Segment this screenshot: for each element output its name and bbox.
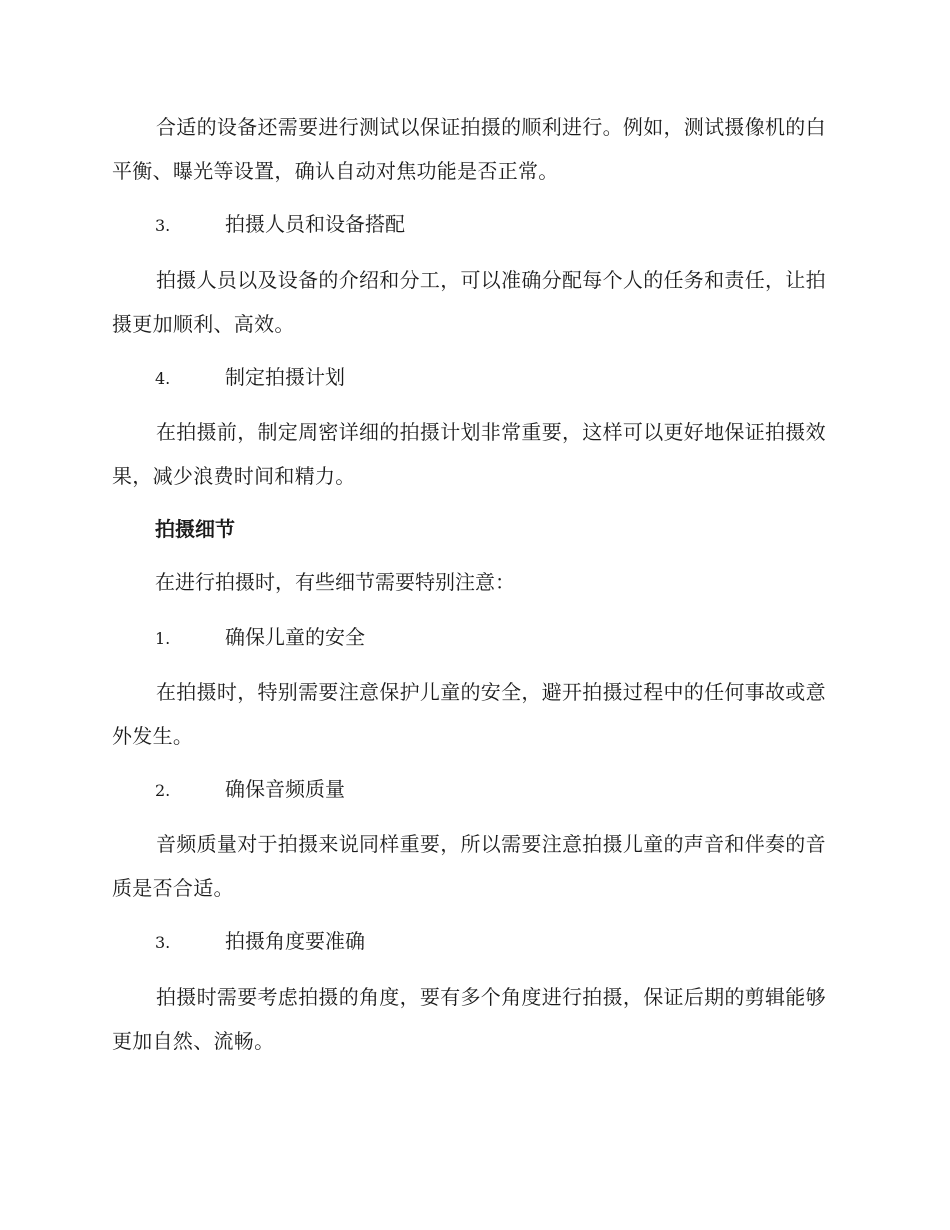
section-heading: 拍摄细节	[155, 517, 235, 541]
list-item-shooting-plan	[155, 362, 345, 394]
list-number: 1.	[155, 629, 171, 648]
list-item-audio-quality	[155, 774, 345, 806]
list-item-label: 确保音频质量	[225, 777, 345, 801]
list-item-label: 制定拍摄计划	[225, 365, 345, 389]
list-number: 2.	[155, 781, 171, 800]
list-item-child-safety	[155, 622, 365, 654]
list-number: 4.	[155, 369, 171, 388]
list-item-staff-equipment	[155, 209, 405, 241]
paragraph-child-safety: 在拍摄时，特别需要注意保护儿童的安全，避开拍摄过程中的任何事故或意外发生。	[112, 680, 826, 748]
section-intro: 在进行拍摄时，有些细节需要特别注意：	[155, 570, 515, 594]
list-item-label: 拍摄人员和设备搭配	[225, 212, 405, 236]
paragraph-audio-quality: 音频质量对于拍摄来说同样重要，所以需要注意拍摄儿童的声音和伴奏的音质是否合适。	[112, 832, 826, 900]
list-number: 3.	[155, 216, 171, 235]
list-number: 3.	[155, 933, 171, 952]
list-item-label: 拍摄角度要准确	[225, 929, 365, 953]
paragraph-staff-roles: 拍摄人员以及设备的介绍和分工，可以准确分配每个人的任务和责任，让拍摄更加顺利、高效。	[112, 268, 826, 336]
paragraph-equipment-testing: 合适的设备还需要进行测试以保证拍摄的顺利进行。例如，测试摄像机的白平衡、曝光等设置，确认自动对焦功能是否正常。	[112, 115, 826, 183]
paragraph-shooting-angle: 拍摄时需要考虑拍摄的角度，要有多个角度进行拍摄，保证后期的剪辑能够更加自然、流畅。	[112, 985, 826, 1053]
list-item-shooting-angle	[155, 926, 365, 958]
paragraph-plan-importance: 在拍摄前，制定周密详细的拍摄计划非常重要，这样可以更好地保证拍摄效果，减少浪费时间和精力。	[112, 420, 826, 488]
list-item-label: 确保儿童的安全	[225, 625, 365, 649]
